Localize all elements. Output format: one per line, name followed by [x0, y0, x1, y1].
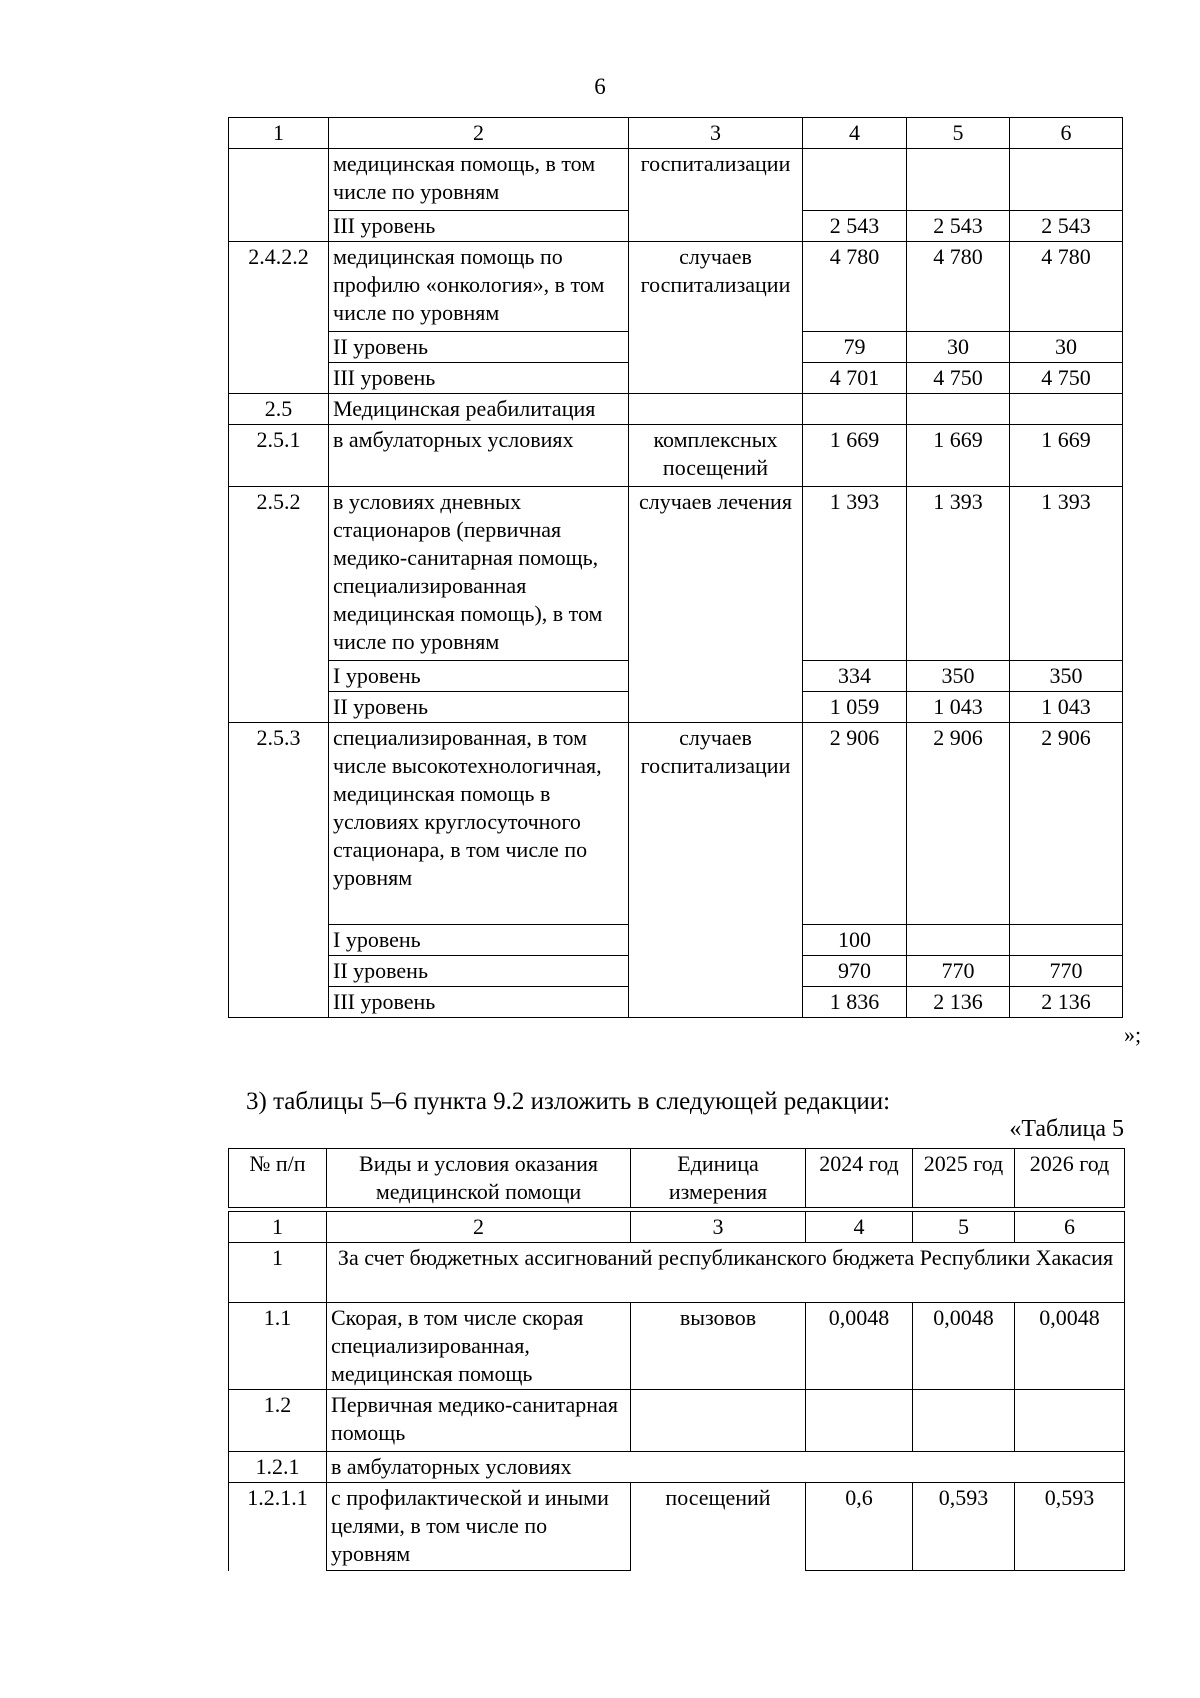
row-unit: посещений	[665, 1485, 771, 1510]
value-2026: 2 543	[1010, 211, 1123, 242]
table-5-caption: «Таблица 5	[1009, 1116, 1124, 1142]
row-number: 1.2.1.1	[229, 1483, 327, 1571]
amendment-instruction: 3) таблицы 5–6 пункта 9.2 изложить в следующей редакции:	[246, 1088, 891, 1115]
col-number-5: 5	[907, 118, 1010, 149]
row-unit: госпитализации	[629, 149, 803, 242]
row-name: Первичная медико-санитарная помощь	[327, 1390, 631, 1452]
value-2026	[1015, 1390, 1125, 1452]
col-number-6: 6	[1015, 1212, 1125, 1243]
row-name: в условиях дневных стационаров (первичная медико-санитарная помощь, специализированная медицинская помощь), в том числе по уровням	[329, 487, 629, 661]
value-2026: 30	[1010, 332, 1123, 363]
value-2024: 4 780	[803, 242, 907, 332]
value-2024: 1 393	[803, 487, 907, 661]
value-2026: 0,0048	[1015, 1303, 1125, 1390]
row-unit	[631, 1390, 806, 1452]
row-name: с профилактической и иными целями, в том числе по уровням	[327, 1483, 631, 1571]
level-name: II уровень	[329, 692, 629, 723]
value-2025	[907, 149, 1010, 211]
row-unit: случаев лечения	[629, 487, 803, 723]
value-2026	[1010, 149, 1123, 211]
header-2024: 2024 год	[806, 1149, 913, 1208]
value-2026: 770	[1010, 956, 1123, 987]
value-2025: 4 750	[907, 363, 1010, 394]
level-name: II уровень	[329, 332, 629, 363]
header-row	[229, 1149, 1125, 1208]
section-title: За счет бюджетных ассигнований республиканского бюджета Республики Хакасия	[327, 1243, 1125, 1303]
table-row	[229, 149, 1123, 211]
row-name: Скорая, в том числе скорая специализированная, медицинская помощь	[327, 1303, 631, 1390]
header-care-type: Виды и условия оказания медицинской помощи	[327, 1149, 631, 1208]
value-2024: 1 059	[803, 692, 907, 723]
header-2026: 2026 год	[1015, 1149, 1125, 1208]
value-2024: 1 836	[803, 987, 907, 1018]
value-2026: 350	[1010, 661, 1123, 692]
row-number	[229, 149, 329, 242]
level-name: II уровень	[329, 956, 629, 987]
value-2024: 4 701	[803, 363, 907, 394]
value-2026: 0,593	[1015, 1483, 1125, 1571]
value-2025: 4 780	[907, 242, 1010, 332]
value-2024	[806, 1390, 913, 1452]
value-2026: 4 780	[1010, 242, 1123, 332]
row-unit: вызовов	[631, 1303, 806, 1390]
value-2026: 4 750	[1010, 363, 1123, 394]
row-name: специализированная, в том числе высокотехнологичная, медицинская помощь в условиях круглосуточного стационара, в том числе по уровням	[329, 723, 629, 925]
value-2024: 1 669	[803, 425, 907, 487]
value-2024: 2 906	[803, 723, 907, 925]
value-2024: 334	[803, 661, 907, 692]
table-row	[229, 425, 1123, 487]
value-2026	[1010, 925, 1123, 956]
value-2026: 2 906	[1010, 723, 1123, 925]
value-2024: 0,0048	[806, 1303, 913, 1390]
value-2024: 2 543	[803, 211, 907, 242]
row-number: 2.5.2	[229, 487, 329, 723]
col-number-3: 3	[629, 118, 803, 149]
col-number-3: 3	[631, 1212, 806, 1243]
row-number: 2.5	[229, 394, 329, 425]
value-2025: 1 393	[907, 487, 1010, 661]
row-name: Медицинская реабилитация	[329, 394, 629, 425]
row-number: 1.2.1	[229, 1452, 327, 1483]
volume-table-continued	[228, 117, 1123, 1018]
row-unit: случаев госпитализации	[629, 242, 803, 394]
row-number: 2.5.1	[229, 425, 329, 487]
row-number: 2.5.3	[229, 723, 329, 1018]
row-unit: случаев госпитализации	[629, 723, 803, 1018]
value-2025: 2 906	[907, 723, 1010, 925]
header-unit: Единица измерения	[631, 1149, 806, 1208]
value-2026	[1010, 394, 1123, 425]
col-number-2: 2	[329, 118, 629, 149]
value-2024: 100	[803, 925, 907, 956]
table-row	[229, 1303, 1125, 1390]
column-number-row	[229, 1212, 1125, 1243]
table-5-header	[228, 1148, 1125, 1208]
section-number: 1	[229, 1243, 327, 1303]
row-name: в амбулаторных условиях	[327, 1452, 1125, 1483]
section-row	[229, 1243, 1125, 1303]
row-name: в амбулаторных условиях	[329, 425, 629, 487]
value-2026: 1 669	[1010, 425, 1123, 487]
row-name: медицинская помощь, в том числе по уровням	[329, 149, 629, 211]
row-unit: комплексных посещений	[629, 425, 803, 487]
value-2024	[803, 394, 907, 425]
value-2025: 0,0048	[913, 1303, 1015, 1390]
row-number: 1.1	[229, 1303, 327, 1390]
row-unit	[629, 394, 803, 425]
col-number-1: 1	[229, 118, 329, 149]
table-row	[229, 394, 1123, 425]
value-2025	[907, 394, 1010, 425]
value-2025: 30	[907, 332, 1010, 363]
value-2025: 1 669	[907, 425, 1010, 487]
header-2025: 2025 год	[913, 1149, 1015, 1208]
row-number: 1.2	[229, 1390, 327, 1452]
header-number: № п/п	[229, 1149, 327, 1208]
value-2025: 2 543	[907, 211, 1010, 242]
closing-quote: »;	[1124, 1022, 1142, 1047]
col-number-5: 5	[913, 1212, 1015, 1243]
table-row	[229, 487, 1123, 661]
value-2025: 1 043	[907, 692, 1010, 723]
table-row	[229, 1390, 1125, 1452]
page-number: 6	[594, 74, 606, 99]
col-number-6: 6	[1010, 118, 1123, 149]
table-row	[229, 1452, 1125, 1483]
level-name: III уровень	[329, 211, 629, 242]
value-2025	[913, 1390, 1015, 1452]
row-number: 2.4.2.2	[229, 242, 329, 394]
value-2025: 0,593	[913, 1483, 1015, 1571]
value-2025	[907, 925, 1010, 956]
level-name: III уровень	[329, 363, 629, 394]
table-row	[229, 1483, 1125, 1571]
level-name: I уровень	[329, 661, 629, 692]
column-number-row	[229, 118, 1123, 149]
row-name: медицинская помощь по профилю «онкология», в том числе по уровням	[329, 242, 629, 332]
value-2026: 2 136	[1010, 987, 1123, 1018]
col-number-2: 2	[327, 1212, 631, 1243]
value-2024: 970	[803, 956, 907, 987]
table-row	[229, 723, 1123, 925]
col-number-4: 4	[806, 1212, 913, 1243]
value-2024: 0,6	[806, 1483, 913, 1571]
value-2025: 770	[907, 956, 1010, 987]
value-2026: 1 043	[1010, 692, 1123, 723]
table-5	[228, 1211, 1125, 1571]
value-2026: 1 393	[1010, 487, 1123, 661]
value-2024: 79	[803, 332, 907, 363]
level-name: I уровень	[329, 925, 629, 956]
value-2025: 2 136	[907, 987, 1010, 1018]
value-2024	[803, 149, 907, 211]
col-number-4: 4	[803, 118, 907, 149]
value-2025: 350	[907, 661, 1010, 692]
table-row	[229, 242, 1123, 332]
level-name: III уровень	[329, 987, 629, 1018]
col-number-1: 1	[229, 1212, 327, 1243]
